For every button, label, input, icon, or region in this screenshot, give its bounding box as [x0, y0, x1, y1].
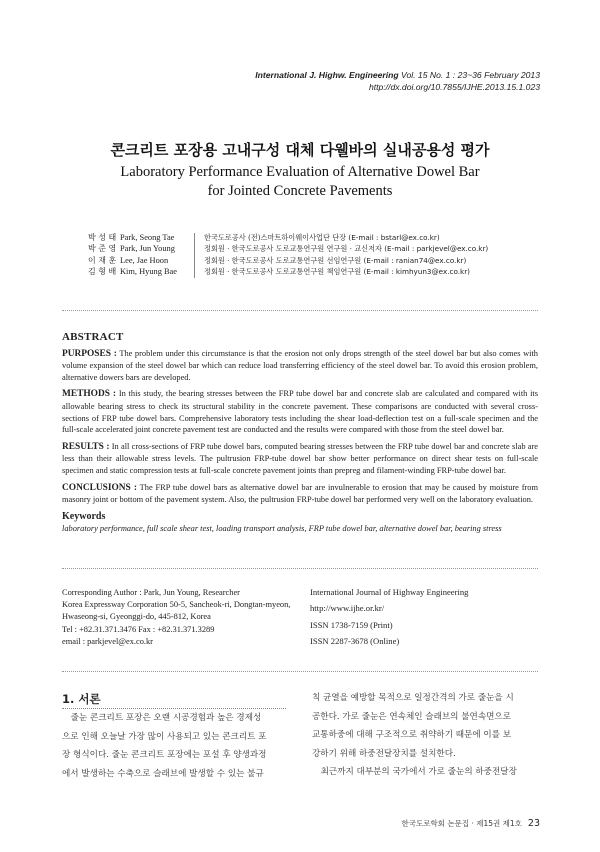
author-affiliation: 정회원 · 한국도로공사 도로교통연구원 책임연구원 (E-mail : kimhyun3@ex.co.kr) — [204, 266, 470, 276]
conclusions-label: CONCLUSIONS : — [62, 482, 137, 493]
divider-top — [62, 310, 538, 311]
keywords-text: laboratory performance, full scale shear test, loading transport analysis, FRP tube dowel bar, alternative dowel bar, bearing stress — [62, 524, 502, 534]
body-line: 에서 발생하는 수축으로 슬래브에 발생할 수 있는 불규 — [62, 768, 264, 779]
abstract-heading: ABSTRACT — [62, 331, 124, 343]
author-korean-names — [88, 232, 116, 277]
header-issue: Vol. 15 No. 1 : 23~36 February 2013 — [401, 70, 540, 80]
author-name-ko: 이 재 훈 — [88, 255, 117, 265]
abstract-results — [62, 441, 538, 477]
header-journal-name: International J. Highw. Engineering — [255, 70, 399, 80]
conclusions-text: The FRP tube dowel bars as alternative dowel bar are invulnerable to erosion that may be caused by moisture from masonry joint or bottom of the pavement system. Also, the pultrusion FRP-tube dowel bar performed very well on the laboratory evaluation. — [62, 482, 539, 505]
body-line: 줄눈 콘크리트 포장은 오랜 시공경험과 높은 경제성 — [62, 713, 262, 723]
page-footer — [401, 818, 540, 829]
results-text: In all cross-sections of FRP tube dowel bars, computed bearing stresses between the FRP tube dowel bar and concrete slab are less than their allowable stress levels. The pultrusion FRP-tube dowel bar show better performance on direct shear tests on full-scale specimen and static compression tests at full-scale concrete pavement joints than prepreg and filament-winding FRP-tube dowel bar. — [62, 441, 538, 475]
methods-label: METHODS : — [62, 389, 117, 400]
author-affiliation: 한국도로공사 (전)스마트하이웨이사업단 단장 (E-mail : bstarl@ex.co.kr) — [204, 233, 440, 242]
footer-journal: 한국도로학회 논문집 · 제15권 제1호 — [401, 819, 522, 828]
body-line: 교통하중에 대해 구조적으로 취약하기 때문에 이를 보 — [312, 730, 512, 741]
divider-bottom — [62, 671, 538, 672]
abstract-block — [62, 332, 538, 535]
body-line: 강하기 위해 하중전달장치를 설치한다. — [312, 748, 456, 759]
issn-print: ISSN 1738-7159 (Print) — [310, 619, 393, 630]
purposes-label: PURPOSES : — [62, 348, 117, 359]
page-number: 23 — [527, 818, 540, 829]
journal-header — [255, 70, 540, 80]
author-name-ko: 박 준 영 — [88, 244, 117, 254]
abstract-conclusions — [62, 482, 538, 506]
corresponding-line: Korea Expressway Corporation 50-5, Sancheok-ri, Dongtan-myeon, — [62, 600, 291, 610]
body-line: 장 형식이다. 줄눈 콘크리트 포장에는 포설 후 양생과정 — [62, 750, 267, 761]
abstract-methods — [62, 388, 538, 435]
header-doi[interactable]: http://dx.doi.org/10.7855/IJHE.2013.15.1.023 — [368, 82, 540, 92]
journal-name: International Journal of Highway Engineering — [310, 587, 469, 597]
english-title-line2: for Jointed Concrete Pavements — [207, 183, 393, 199]
author-affiliations — [204, 232, 488, 277]
purposes-text: The problem under this circumstance is that the erosion not only drops strength of the steel dowel bar but also comes with volume expansion of the steel dowel bar which can reduce load transferring efficiency of the steel dowel bar. To avoid this erosion problem, alternative dowers bars are developed. — [62, 348, 538, 382]
methods-text: In this study, the bearing stresses between the FRP tube dowel bar and concrete slab are calculated and compared with its allowable bearing stress to check its structural stability in the concrete pavement. These comparisons are conducted with several cross-sections of FRP tube dowel bars. Comprehensive laboratory tests including the shear load-deflection test on a full-scale specimen and the full-scale accelerated joint concrete pavement test are conducted and the results were compared with those from the steel dowel bar. — [62, 389, 539, 435]
author-affiliation: 정회원 · 한국도로공사 도로교통연구원 선임연구원 (E-mail : ranian74@ex.co.kr) — [204, 255, 467, 265]
body-column-right — [312, 689, 536, 782]
author-divider — [194, 233, 195, 278]
body-column-left — [62, 709, 286, 783]
english-title-line1: Laboratory Performance Evaluation of Alternative Dowel Bar — [120, 164, 480, 180]
keywords-heading: Keywords — [62, 510, 106, 522]
corresponding-email[interactable]: email : parkjevel@ex.co.kr — [62, 636, 153, 646]
author-name-en: Kim, Hyung Bae — [120, 266, 177, 276]
author-name-en: Park, Jun Young — [120, 244, 175, 254]
body-line: 칙 균열을 예방할 목적으로 일정간격의 가로 줄눈을 시 — [312, 693, 514, 703]
section-title: 1. 서론 — [62, 692, 101, 706]
journal-info-block — [310, 584, 468, 650]
abstract-purposes — [62, 348, 538, 384]
author-name-ko: 김 형 배 — [88, 266, 117, 276]
author-english-names — [120, 232, 177, 277]
body-line: 최근까지 대부분의 국가에서 가로 줄눈의 하중전달장 — [312, 767, 517, 778]
corresponding-line: Hwaseong-si, Gyeonggi-do, 445-812, Korea — [62, 612, 211, 622]
korean-title: 콘크리트 포장용 고내구성 대체 다웰바의 실내공용성 평가 — [110, 141, 490, 159]
body-line: 으로 인해 오늘날 가장 많이 사용되고 있는 콘크리트 포 — [62, 731, 267, 742]
author-name-ko: 박 성 태 — [88, 233, 117, 242]
corresponding-author-block — [62, 587, 290, 648]
divider-middle — [62, 568, 538, 569]
body-line: 공한다. 가로 줄눈은 연속체인 슬래브의 불연속면으로 — [312, 711, 512, 722]
results-label: RESULTS : — [62, 441, 110, 452]
corresponding-line: Corresponding Author : Park, Jun Young, Researcher — [62, 588, 240, 597]
journal-url[interactable]: http://www.ijhe.or.kr/ — [310, 603, 385, 614]
author-name-en: Lee, Jae Hoon — [120, 255, 169, 265]
author-affiliation: 정회원 · 한국도로공사 도로교통연구원 연구원 · 교신저자 (E-mail : parkjevel@ex.co.kr) — [204, 244, 489, 254]
corresponding-line: Tel : +82.31.371.3476 Fax : +82.31.371.3289 — [62, 624, 215, 634]
issn-online: ISSN 2287-3678 (Online) — [310, 636, 400, 647]
author-name-en: Park, Seong Tae — [120, 233, 175, 242]
